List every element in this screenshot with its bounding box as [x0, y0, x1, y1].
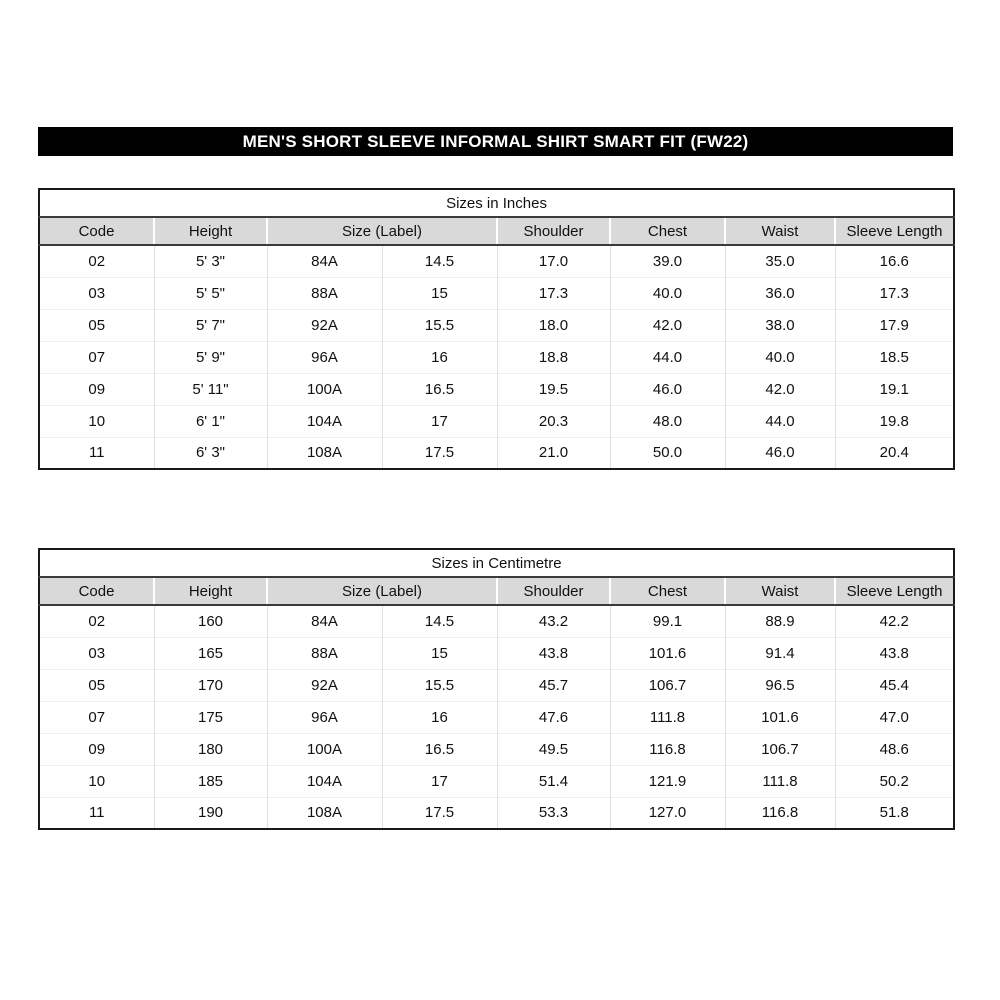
table-cell: 18.0: [497, 309, 610, 341]
table-title-inches: Sizes in Inches: [39, 189, 954, 217]
table-cell: 42.0: [725, 373, 835, 405]
table-row: [39, 405, 954, 437]
table-cell: 108A: [267, 797, 382, 829]
table-cell: 07: [39, 701, 154, 733]
table-row: [39, 309, 954, 341]
column-header-shoulder: Shoulder: [497, 217, 610, 245]
table-cell: 16.5: [382, 373, 497, 405]
table-cell: 84A: [267, 245, 382, 277]
table-cell: 116.8: [725, 797, 835, 829]
column-header-waist: Waist: [725, 217, 835, 245]
table-row: [39, 701, 954, 733]
table-cell: 165: [154, 637, 267, 669]
table-row: [39, 341, 954, 373]
table-cell: 170: [154, 669, 267, 701]
table-cell: 17: [382, 765, 497, 797]
table-cell: 20.4: [835, 437, 954, 469]
table-cell: 18.5: [835, 341, 954, 373]
table-cell: 50.0: [610, 437, 725, 469]
table-title-row: [39, 549, 954, 577]
table-cell: 38.0: [725, 309, 835, 341]
sizes-in-inches-table: [38, 188, 955, 470]
table-row: [39, 765, 954, 797]
column-header-code: Code: [39, 577, 154, 605]
table-cell: 51.8: [835, 797, 954, 829]
table-cell: 15.5: [382, 669, 497, 701]
table-cell: 16: [382, 341, 497, 373]
table-cell: 45.4: [835, 669, 954, 701]
table-cell: 108A: [267, 437, 382, 469]
sizes-in-centimetre-table: [38, 548, 955, 830]
table-cell: 05: [39, 309, 154, 341]
table-row: [39, 277, 954, 309]
table-cell: 16: [382, 701, 497, 733]
column-header-height: Height: [154, 577, 267, 605]
table-cell: 36.0: [725, 277, 835, 309]
table-row: [39, 669, 954, 701]
table-cell: 88.9: [725, 605, 835, 637]
table-cell: 03: [39, 277, 154, 309]
column-header-chest: Chest: [610, 217, 725, 245]
table-body-centimetre: [39, 605, 954, 829]
table-cell: 106.7: [610, 669, 725, 701]
table-cell: 96A: [267, 341, 382, 373]
table-title-centimetre: Sizes in Centimetre: [39, 549, 954, 577]
table-cell: 88A: [267, 277, 382, 309]
table-cell: 19.5: [497, 373, 610, 405]
column-header-size-label: Size (Label): [267, 577, 497, 605]
table-cell: 16.5: [382, 733, 497, 765]
table-cell: 6' 3": [154, 437, 267, 469]
table-row: [39, 245, 954, 277]
table-cell: 47.6: [497, 701, 610, 733]
product-title: MEN'S SHORT SLEEVE INFORMAL SHIRT SMART FIT (FW22): [242, 131, 749, 151]
table-cell: 17.0: [497, 245, 610, 277]
table-cell: 46.0: [610, 373, 725, 405]
table-cell: 160: [154, 605, 267, 637]
table-cell: 46.0: [725, 437, 835, 469]
table-row: [39, 373, 954, 405]
column-header-chest: Chest: [610, 577, 725, 605]
table-cell: 19.1: [835, 373, 954, 405]
column-header-code: Code: [39, 217, 154, 245]
column-header-height: Height: [154, 217, 267, 245]
table-cell: 47.0: [835, 701, 954, 733]
table-cell: 5' 7": [154, 309, 267, 341]
table-cell: 17.5: [382, 797, 497, 829]
table-body-inches: [39, 245, 954, 469]
product-title-bar: [38, 127, 953, 156]
table-cell: 17.9: [835, 309, 954, 341]
table-cell: 185: [154, 765, 267, 797]
table-cell: 16.6: [835, 245, 954, 277]
table-row: [39, 733, 954, 765]
table-cell: 106.7: [725, 733, 835, 765]
table-row: [39, 605, 954, 637]
table-cell: 127.0: [610, 797, 725, 829]
table-cell: 11: [39, 437, 154, 469]
table-cell: 96A: [267, 701, 382, 733]
table-cell: 100A: [267, 373, 382, 405]
table-cell: 43.8: [835, 637, 954, 669]
table-cell: 101.6: [610, 637, 725, 669]
table-cell: 88A: [267, 637, 382, 669]
table-cell: 42.0: [610, 309, 725, 341]
table-cell: 03: [39, 637, 154, 669]
table-cell: 5' 3": [154, 245, 267, 277]
table-cell: 6' 1": [154, 405, 267, 437]
column-header-sleeve-length: Sleeve Length: [835, 217, 954, 245]
table-cell: 84A: [267, 605, 382, 637]
table-cell: 116.8: [610, 733, 725, 765]
table-cell: 96.5: [725, 669, 835, 701]
table-cell: 43.2: [497, 605, 610, 637]
table-cell: 17: [382, 405, 497, 437]
column-header-waist: Waist: [725, 577, 835, 605]
table-cell: 121.9: [610, 765, 725, 797]
table-cell: 21.0: [497, 437, 610, 469]
table-cell: 39.0: [610, 245, 725, 277]
table-cell: 42.2: [835, 605, 954, 637]
table-cell: 10: [39, 405, 154, 437]
table-cell: 5' 5": [154, 277, 267, 309]
table-cell: 05: [39, 669, 154, 701]
table-cell: 17.5: [382, 437, 497, 469]
table-cell: 07: [39, 341, 154, 373]
table-cell: 50.2: [835, 765, 954, 797]
table-title-row: [39, 189, 954, 217]
table-cell: 111.8: [610, 701, 725, 733]
table-cell: 45.7: [497, 669, 610, 701]
table-cell: 02: [88, 612, 106, 630]
column-header-row: [39, 217, 954, 245]
table-cell: 15: [382, 637, 497, 669]
table-cell: 11: [39, 797, 154, 829]
table-cell: 49.5: [497, 733, 610, 765]
table-cell: 92A: [267, 669, 382, 701]
table-cell: 15.5: [382, 309, 497, 341]
table-cell: 10: [39, 765, 154, 797]
table-cell: 14.5: [382, 245, 497, 277]
column-header-size-label: Size (Label): [267, 217, 497, 245]
table-cell: 100A: [267, 733, 382, 765]
table-cell: 02: [88, 252, 106, 270]
table-cell: 18.8: [497, 341, 610, 373]
table-cell: 48.6: [835, 733, 954, 765]
table-cell: 91.4: [725, 637, 835, 669]
table-row: [39, 797, 954, 829]
column-header-row: [39, 577, 954, 605]
table-row: [39, 637, 954, 669]
table-cell: 09: [39, 373, 154, 405]
table-cell: 35.0: [725, 245, 835, 277]
table-cell: 14.5: [382, 605, 497, 637]
table-cell: 40.0: [725, 341, 835, 373]
table-cell: 99.1: [610, 605, 725, 637]
table-cell: 40.0: [610, 277, 725, 309]
column-header-shoulder: Shoulder: [497, 577, 610, 605]
table-cell: 101.6: [725, 701, 835, 733]
table-cell: 5' 9": [154, 341, 267, 373]
table-cell: 17.3: [835, 277, 954, 309]
column-header-sleeve-length: Sleeve Length: [835, 577, 954, 605]
table-cell: 15: [382, 277, 497, 309]
table-cell: 20.3: [497, 405, 610, 437]
table-cell: 44.0: [725, 405, 835, 437]
table-cell: 43.8: [497, 637, 610, 669]
table-cell: 17.3: [497, 277, 610, 309]
table-cell: 51.4: [497, 765, 610, 797]
table-cell: 111.8: [725, 765, 835, 797]
table-cell: 19.8: [835, 405, 954, 437]
table-cell: 190: [154, 797, 267, 829]
table-cell: 44.0: [610, 341, 725, 373]
table-cell: 104A: [267, 405, 382, 437]
table-row: [39, 437, 954, 469]
table-cell: 09: [39, 733, 154, 765]
table-cell: 5' 11": [154, 373, 267, 405]
table-cell: 180: [154, 733, 267, 765]
table-cell: 175: [154, 701, 267, 733]
table-cell: 53.3: [497, 797, 610, 829]
table-cell: 48.0: [610, 405, 725, 437]
table-cell: 104A: [267, 765, 382, 797]
table-cell: 92A: [267, 309, 382, 341]
